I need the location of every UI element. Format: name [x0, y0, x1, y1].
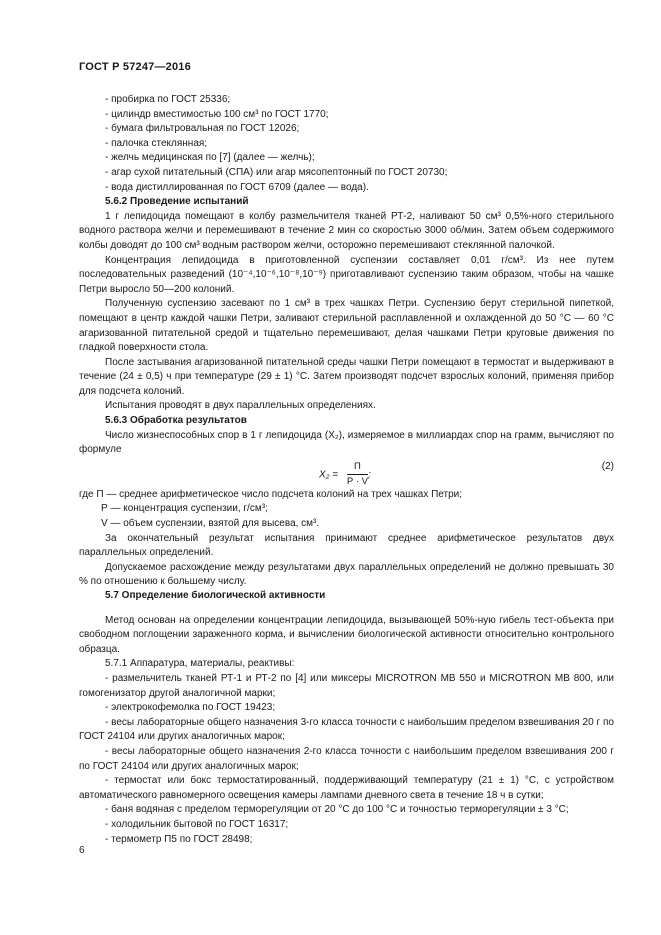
section-block-2 [79, 589, 614, 847]
paragraph: За окончательный результат испытания принимают среднее арифметическое результатов двух параллельных определений. [79, 532, 614, 559]
list-item: - весы лабораторные общего назначения 2-го класса точности с наибольшим пределом взвешивания 200 г по ГОСТ 24104 или других аналогичных марок; [79, 745, 614, 772]
list-item: - агар сухой питательный (СПА) или агар мясопептонный по ГОСТ 20730; [105, 166, 448, 178]
where-line: Р — концентрация суспензии, г/см³; [101, 503, 268, 515]
page-number: 6 [79, 845, 85, 856]
paragraph: Испытания проводят в двух параллельных определениях. [105, 400, 376, 412]
paragraph: После застывания агаризованной питательной среды чашки Петри помещают в термостат и выдерживают в течение (24 ± 0,5) ч при температуре (29 ± 1) °С. Затем производят подсчет взрослых колоний, применяя прибор для подсчета колоний. [79, 356, 614, 397]
list-item: - электрокофемолка по ГОСТ 19423; [105, 702, 276, 714]
list-item: - палочка стеклянная; [105, 137, 208, 149]
formula-fraction [347, 460, 368, 490]
subsection-5-7-1: 5.7.1 Аппаратура, материалы, реактивы: [105, 658, 295, 670]
list-item: - пробирка по ГОСТ 25336; [105, 94, 231, 105]
list-item: - холодильник бытовой по ГОСТ 16317; [105, 818, 289, 830]
list-item: - термостат или бокс термостатированный, поддерживающий температуру (21 ± 1) °С, с устройством автоматического равномерного освещения камеры лампами дневного света в течение 18 ч в сутки; [79, 775, 614, 801]
paragraph: Допускаемое расхождение между результатами двух параллельных определений не должно превышать 30 % по отношению к большему числу. [79, 561, 614, 588]
formula-lhs: X₂ = [319, 469, 339, 481]
list-item: - весы лабораторные общего назначения 3-го класса точности с наибольшим пределом взвешивания 20 г по ГОСТ 24104 или других аналогичных марок; [79, 716, 614, 743]
list-item: - желчь медицинская по [7] (далее — желчь); [105, 152, 315, 164]
paragraph: Метод основан на определении концентрации лепидоцида, вызывающей 50%-ную гибель тест-объекта при свободном поглощении зараженного корма, и вычислении биологической активности относительно контрольного образца. [79, 614, 614, 655]
section-block-1 [79, 93, 614, 590]
formula-2 [79, 458, 614, 488]
where-line: V — объем суспензии, взятой для высева, см³. [101, 518, 320, 530]
formula-end: ; [368, 469, 371, 481]
list-item: - вода дистиллированная по ГОСТ 6709 (далее — вода). [105, 181, 369, 193]
section-heading-5-6-2: 5.6.2 Проведение испытаний [105, 196, 249, 208]
paragraph: Концентрация лепидоцида в приготовленной суспензии составляет 0,01 г/см³. Из нее путем последовательных разведений (10⁻⁴,10⁻⁶,10⁻⁸,10⁻⁹) приготавливают суспензию таким образом, чтобы на чашке Петри выросло 50—200 колоний. [79, 254, 614, 295]
list-item: - баня водяная с пределом терморегуляции от 20 °С до 100 °С и точностью терморегуляции ± 3 °С; [105, 804, 569, 816]
equation-number: (2) [601, 460, 614, 472]
paragraph: Полученную суспензию засевают по 1 см³ в трех чашках Петри. Суспензию берут стерильной пипеткой, помещают в центр каждой чашки Петри, заливают стерильной расплавленной и охлажденной до 50 °С — 60 °С агаризованной питательной средой и тщательно перемешивают, делая чашками Петри круговые движения по гладкой поверхности стола. [79, 298, 614, 354]
list-item: - термометр П5 по ГОСТ 28498; [105, 833, 253, 845]
paragraph: Число жизнеспособных спор в 1 г лепидоцида (X₂), измеряемое в миллиардах спор на грамм, вычисляют по формуле [79, 429, 614, 456]
paragraph: 1 г лепидоцида помещают в колбу размельчителя тканей РТ-2, наливают 50 см³ 0,5%-ного стерильного водного раствора желчи и перемешивают в течение 2 мин со скоростью 3000 об/мин. Затем объем содержимого колбы доводят до 100 см³ водным раствором желчи, осторожно перемешивают стеклянной палочкой. [79, 210, 614, 251]
list-item: - размельчитель тканей РТ-1 и РТ-2 по [4] или миксеры MICROTRON MB 550 и MICROTRON MB 800, или гомогенизатор другой аналогичной марки; [79, 672, 614, 699]
document-header: ГОСТ Р 57247—2016 [79, 61, 191, 73]
formula-denominator: Р · V [346, 476, 369, 488]
section-heading-5-6-3: 5.6.3 Обработка результатов [105, 415, 247, 427]
list-item: - бумага фильтровальная по ГОСТ 12026; [105, 123, 300, 135]
formula [319, 460, 371, 490]
section-heading-5-7: 5.7 Определение биологической активности [105, 590, 326, 601]
where-line: где П — среднее арифметическое число подсчета колоний на трех чашках Петри; [79, 488, 463, 500]
list-item: - цилиндр вместимостью 100 см³ по ГОСТ 1770; [105, 108, 329, 120]
formula-numerator: П [347, 460, 368, 476]
